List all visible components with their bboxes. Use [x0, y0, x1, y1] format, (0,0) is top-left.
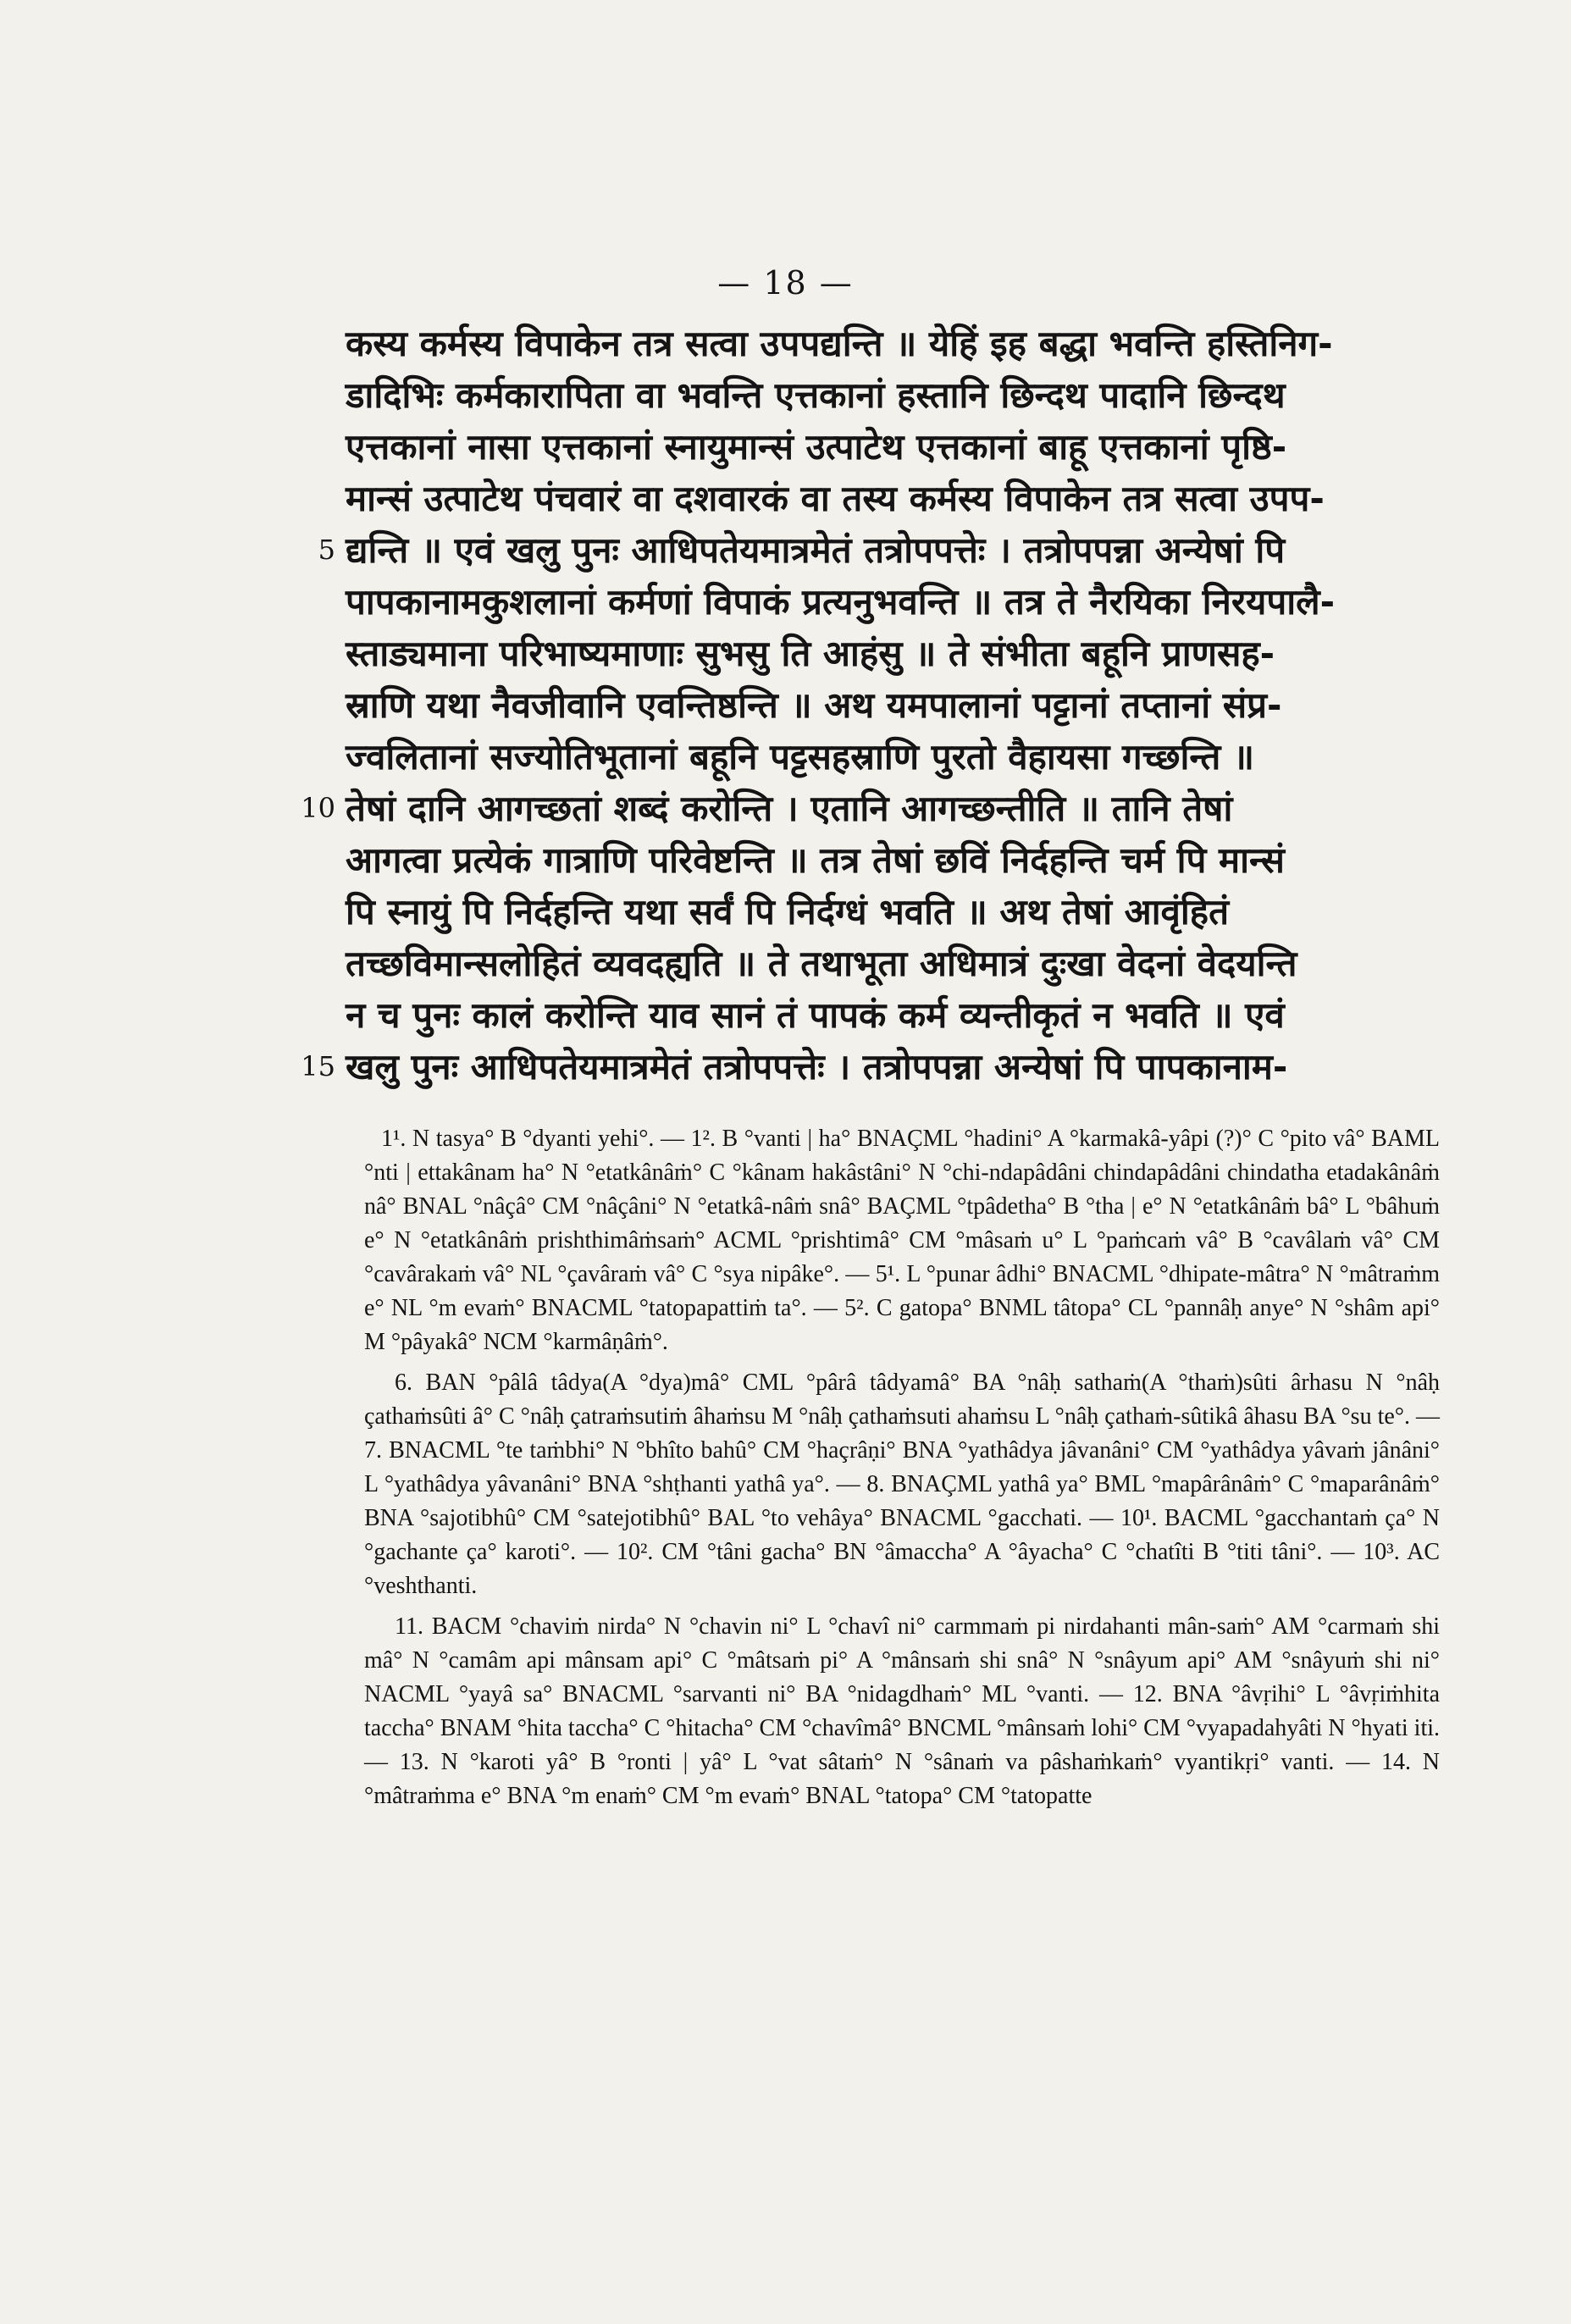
- main-text-line: [346, 369, 1438, 421]
- main-text-line: [346, 731, 1438, 783]
- line-text: डादिभिः कर्मकारापिता वा भवन्ति एत्तकानां हस्तानि छिन्दथ पादानि छिन्दथ: [346, 374, 1286, 416]
- line-text: तच्छविमान्सलोहितं व्यवदह्यति ॥ ते तथाभूता अधिमात्रं दुःखा वेदनां वेदयन्ति: [346, 943, 1297, 984]
- line-text: पि स्नायुं पि निर्दहन्ति यथा सर्वं पि निर्दग्धं भवति ॥ अथ तेषां आवृंहितं: [346, 891, 1230, 932]
- line-number: 5: [318, 534, 335, 566]
- sanskrit-main-text: [301, 318, 1438, 1093]
- line-text: कस्य कर्मस्य विपाकेन तत्र सत्वा उपपद्यन्ति ॥ येहिं इह बद्धा भवन्ति हस्तिनिग-: [346, 323, 1333, 364]
- line-text: ज्वलितानां सज्योतिभूतानां बहूनि पट्टसहस्राणि पुरतो वैहायसा गच्छन्ति ॥: [346, 736, 1255, 777]
- main-text-line: [346, 473, 1438, 524]
- line-text: आगत्वा प्रत्येकं गात्राणि परिवेष्टन्ति ॥ तत्र तेषां छविं निर्दहन्ति चर्म पि मान्सं: [346, 839, 1285, 881]
- main-text-line: [346, 318, 1438, 369]
- main-text-line: [346, 421, 1438, 473]
- main-text-line: [346, 679, 1438, 731]
- line-text: मान्सं उत्पाटेथ पंचवारं वा दशवारकं वा तस्य कर्मस्य विपाकेन तत्र सत्वा उपप-: [346, 478, 1325, 519]
- main-text-line: [318, 524, 1438, 576]
- footnote-paragraph: 1¹. N tasya° B °dyanti yehi°. — 1². B °vanti | ha° BNAÇML °hadini° A °karmakâ-yâpi (?)° C °pito vâ° BAML °nti | ettakânam ha° N °etatkânâṁ° C °kânam hakâstâni° N °chi-ndapâdâni chindapâdâni chindatha etadakânâṁ nâ° BNAL °nâçâ° CM °nâçâni° N °etatkâ-nâṁ snâ° BAÇML °tpâdetha° B °tha | e° N °etatkânâṁ bâ° L °bâhuṁ e° N °etatkânâṁ prishthimâṁsaṁ° ACML °prishtimâ° CM °mâsaṁ u° L °paṁcaṁ vâ° B °cavâlaṁ vâ° CM °cavârakaṁ vâ° NL °çavâraṁ vâ° C °sya nipâke°. — 5¹. L °punar âdhi° BNACML °dhipate-mâtra° N °mâtraṁm e° NL °m evaṁ° BNACML °tatopapattiṁ ta°. — 5². C gatopa° BNML tâtopa° CL °pannâḥ anye° N °shâm api° M °pâyakâ° NCM °karmâṇâṁ°.: [364, 1126, 1440, 1355]
- main-text-line: [346, 576, 1438, 628]
- main-text-line: [346, 834, 1438, 886]
- line-text: द्यन्ति ॥ एवं खलु पुनः आधिपतेयमात्रमेतं तत्रोपपत्तेः । तत्रोपपन्ना अन्येषां पि: [346, 529, 1286, 571]
- footnotes-block: [364, 1122, 1440, 1820]
- line-number: 15: [301, 1050, 335, 1082]
- footnote-paragraph: 6. BAN °pâlâ tâdya(A °dya)mâ° CML °pârâ tâdyamâ° BA °nâḥ sathaṁ(A °thaṁ)sûti ârhasu N °nâḥ çathaṁsûti â° C °nâḥ çatraṁsutiṁ âhaṁsu M °nâḥ çathaṁsuti ahaṁsu L °nâḥ çathaṁ-sûtikâ âhasu BA °su te°. — 7. BNACML °te taṁbhi° N °bhîto bahû° CM °haçrâṇi° BNA °yathâdya jâvanâni° CM °yathâdya yâvaṁ jânâni° L °yathâdya yâvanâni° BNA °shṭhanti yathâ ya°. — 8. BNAÇML yathâ ya° BML °mapârânâṁ° C °maparânâṁ° BNA °sajotibhû° CM °satejotibhû° BAL °to vehâya° BNACML °gacchati. — 10¹. BACML °gacchantaṁ ça° N °gachante ça° karoti°. — 10². CM °tâni gacha° BN °âmaccha° A °âyacha° C °chatîti B °titi tâni°. — 10³. AC °veshthanti.: [364, 1370, 1440, 1599]
- footnote-paragraph: 11. BACM °chaviṁ nirda° N °chavin ni° L °chavî ni° carmmaṁ pi nirdahanti mân-saṁ° AM °carmaṁ shi mâ° N °camâm api mânsam api° C °mâtsaṁ pi° A °mânsaṁ shi snâ° N °snâyum api° AM °snâyuṁ shi ni° NACML °yayâ sa° BNACML °sarvanti ni° BA °nidagdhaṁ° ML °vanti. — 12. BNA °âvṛihi° L °âvṛiṁhita taccha° BNAM °hita taccha° C °hitacha° CM °chavîmâ° BNCML °mânsaṁ lohi° CM °vyapadahyâti N °hyati iti. — 13. N °karoti yâ° B °ronti | yâ° L °vat sâtaṁ° N °sânaṁ va pâshaṁkaṁ° vyantikṛi° vanti. — 14. N °mâtraṁma e° BNA °m enaṁ° CM °m evaṁ° BNAL °tatopa° CM °tatopatte: [364, 1613, 1440, 1809]
- main-text-line: [301, 783, 1438, 834]
- line-text: स्राणि यथा नैवजीवानि एवन्तिष्ठन्ति ॥ अथ यमपालानां पट्टानां तप्तानां संप्र-: [346, 684, 1282, 726]
- line-text: स्ताड्यमाना परिभाष्यमाणाः सुभसु ति आहंसु ॥ ते संभीता बहूनि प्राणसह-: [346, 633, 1275, 674]
- main-text-line: [346, 886, 1438, 938]
- line-number: 10: [301, 792, 335, 824]
- line-text: पापकानामकुशलानां कर्मणां विपाकं प्रत्यनुभवन्ति ॥ तत्र ते नैरयिका निरयपालै-: [346, 581, 1336, 622]
- page-number: — 18 —: [717, 264, 854, 302]
- line-text: एत्तकानां नासा एत्तकानां स्नायुमान्सं उत्पाटेथ एत्तकानां बाहू एत्तकानां पृष्ठि-: [346, 426, 1287, 468]
- main-text-line: [346, 628, 1438, 679]
- line-text: न च पुनः कालं करोन्ति याव सानं तं पापकं कर्म व्यन्तीकृतं न भवति ॥ एवं: [346, 994, 1285, 1036]
- main-text-line: [346, 989, 1438, 1041]
- line-text: तेषां दानि आगच्छतां शब्दं करोन्ति । एतानि आगच्छन्तीति ॥ तानि तेषां: [346, 788, 1233, 829]
- line-text: खलु पुनः आधिपतेयमात्रमेतं तत्रोपपत्तेः । तत्रोपपन्ना अन्येषां पि पापकानाम-: [346, 1046, 1288, 1087]
- main-text-line: [301, 1041, 1438, 1093]
- main-text-line: [346, 938, 1438, 989]
